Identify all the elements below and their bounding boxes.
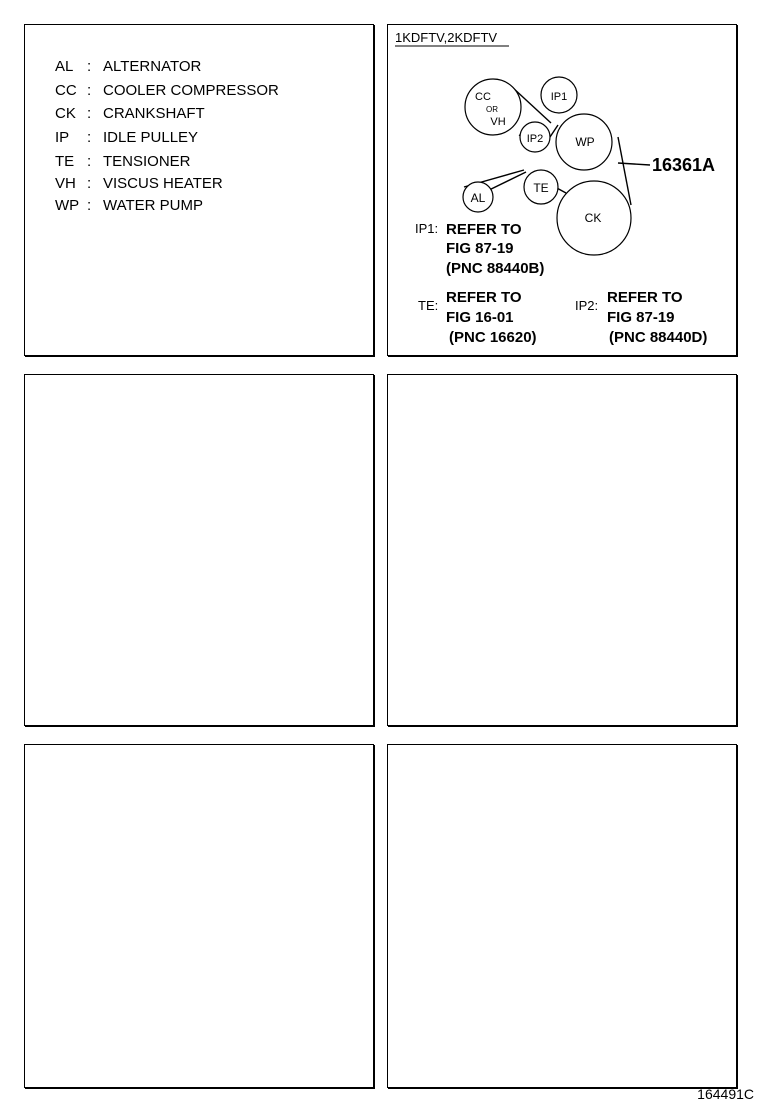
empty-panel	[387, 744, 737, 1088]
empty-panel	[24, 744, 374, 1088]
legend-name: ALTERNATOR	[103, 58, 202, 75]
legend-separator: :	[87, 129, 92, 146]
part-number: 16361A	[652, 155, 716, 175]
ip2-ref-line3: (PNC 88440D)	[609, 329, 708, 346]
te-ref-label: TE:	[418, 298, 439, 313]
legend-abbr: IP	[55, 129, 70, 146]
ip1-ref-label: IP1:	[415, 221, 439, 236]
empty-panel	[387, 374, 737, 726]
ip2-ref-line2: FIG 87-19	[607, 309, 675, 326]
wp-label: WP	[575, 135, 595, 149]
legend-name: COOLER COMPRESSOR	[103, 82, 279, 99]
legend-separator: :	[87, 105, 92, 122]
te-ref-line2: FIG 16-01	[446, 309, 514, 326]
legend-name: TENSIONER	[103, 153, 191, 170]
ip1-label: IP1	[550, 91, 568, 103]
engine-code-label: 1KDFTV,2KDFTV	[395, 30, 498, 45]
legend-separator: :	[87, 82, 92, 99]
legend-separator: :	[87, 175, 92, 192]
legend-abbr: AL	[55, 58, 74, 75]
ck-label: CK	[584, 211, 602, 225]
ip2-label: IP2	[526, 133, 544, 145]
vh-label: VH	[490, 116, 506, 128]
ip1-ref-line3: (PNC 88440B)	[446, 260, 545, 277]
figure-code: 164491C	[697, 1086, 754, 1102]
te-ref-line1: REFER TO	[446, 289, 522, 306]
belt-diagram-panel	[387, 24, 737, 356]
ip1-ref-line2: FIG 87-19	[446, 240, 514, 257]
legend-abbr: CC	[55, 82, 77, 99]
empty-panel	[24, 374, 374, 726]
al-label: AL	[470, 191, 486, 205]
legend-separator: :	[87, 58, 92, 75]
legend-panel	[24, 24, 374, 356]
belt-routing-diagram	[388, 25, 736, 355]
legend-separator: :	[87, 153, 92, 170]
te-label: TE	[533, 181, 549, 195]
legend-separator: :	[87, 197, 92, 214]
legend-name: IDLE PULLEY	[103, 129, 199, 146]
legend-name: VISCUS HEATER	[103, 175, 223, 192]
legend-abbr: VH	[55, 175, 76, 192]
legend-name: WATER PUMP	[103, 197, 203, 214]
ip2-ref-line1: REFER TO	[607, 289, 683, 306]
legend-abbr: WP	[55, 197, 80, 214]
cc-label: CC	[475, 91, 491, 103]
legend-name: CRANKSHAFT	[103, 105, 205, 122]
legend-abbr: CK	[55, 105, 76, 122]
ip2-ref-label: IP2:	[575, 298, 599, 313]
legend-abbr: TE	[55, 153, 75, 170]
ip1-ref-line1: REFER TO	[446, 221, 522, 238]
te-ref-line3: (PNC 16620)	[449, 329, 537, 346]
cc-or-label: OR	[486, 105, 498, 114]
